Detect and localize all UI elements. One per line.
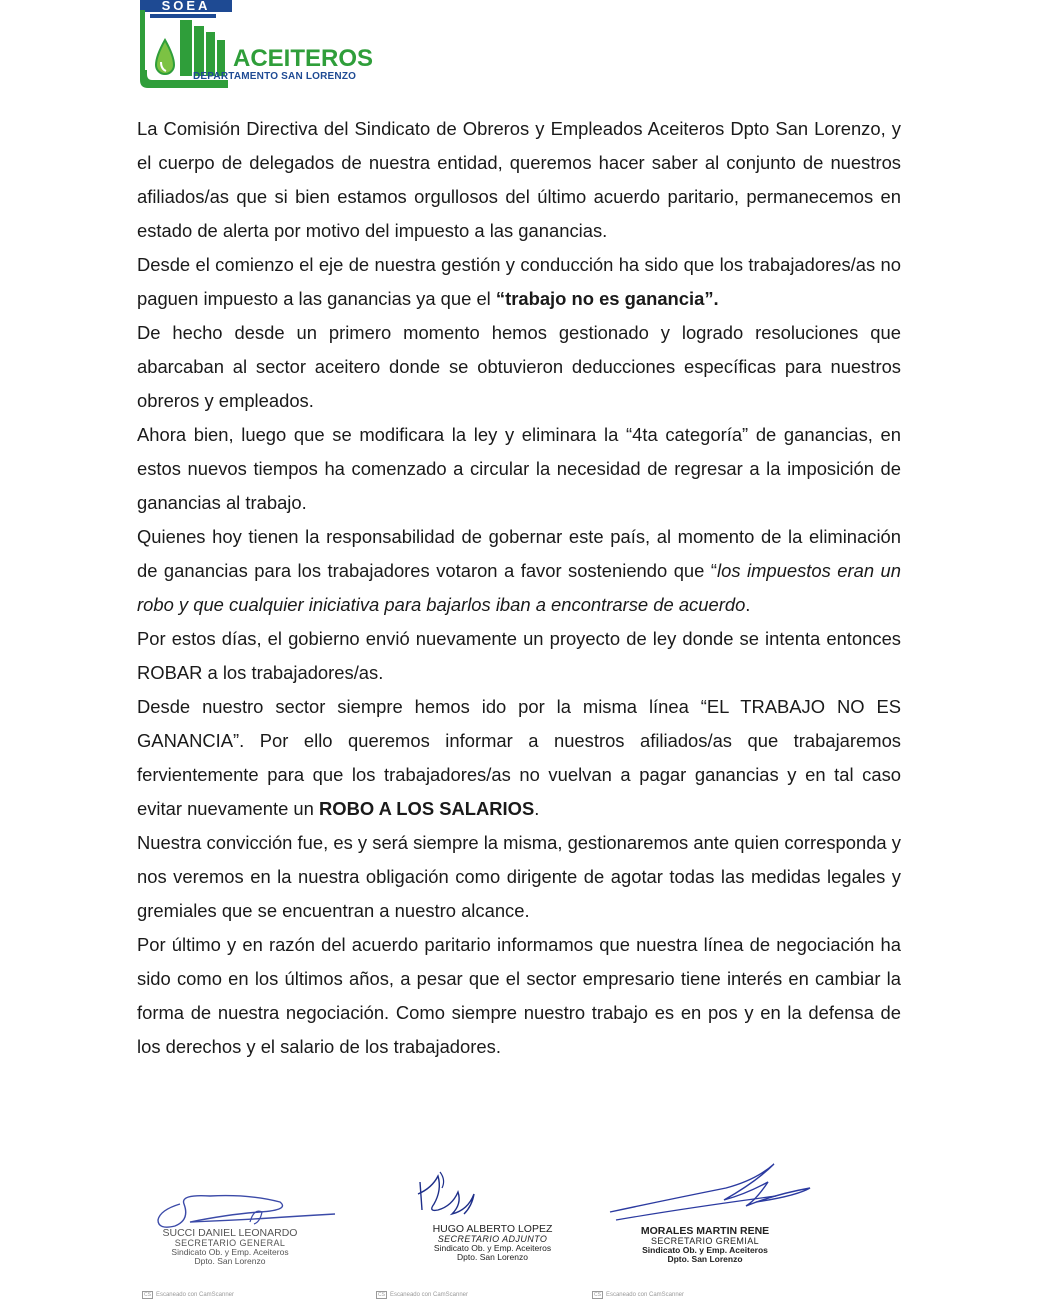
signatory-org: Sindicato Ob. y Emp. Aceiteros xyxy=(433,1243,552,1253)
paragraph-3: De hecho desde un primero momento hemos gestionado y logrado resoluciones que abarcaban al sector aceitero donde se obtuvieron deducciones específicas para nuestros obreros y empleados. xyxy=(137,322,901,411)
paragraph-5 xyxy=(137,520,901,622)
signature-scribble-2 xyxy=(412,1170,482,1222)
letter-body xyxy=(137,112,901,1064)
paragraph-7-end: . xyxy=(534,798,540,819)
paragraph-5-end: . xyxy=(745,594,751,615)
signatory-org: Sindicato Ob. y Emp. Aceiteros xyxy=(642,1245,768,1255)
signatory-dept: Dpto. San Lorenzo xyxy=(457,1252,528,1262)
paragraph-1: La Comisión Directiva del Sindicato de Obreros y Empleados Aceiteros Dpto San Lorenzo, y el cuerpo de delegados de nuestra entidad, queremos hacer saber al conjunto de nuestros afiliados/as que si bien estamos orgullosos del último acuerdo paritario, permanecemos en estado de alerta por motivo del impuesto a las ganancias. xyxy=(137,118,901,241)
scanner-watermark xyxy=(592,1291,684,1299)
signature-block-2 xyxy=(410,1224,575,1262)
signatory-name: MORALES MARTIN RENE xyxy=(640,1225,770,1237)
signatory-name: HUGO ALBERTO LOPEZ xyxy=(432,1223,553,1235)
signatory-role: SECRETARIO GREMIAL xyxy=(650,1236,760,1246)
paragraph-4: Ahora bien, luego que se modificara la ley y eliminara la “4ta categoría” de ganancias, en estos nuevos tiempos ha comenzado a circular la necesidad de regresar a la imposición de ganancias al trabajo. xyxy=(137,424,901,513)
paragraph-2-bold: “trabajo no es ganancia”. xyxy=(495,288,719,309)
signatory-role: SECRETARIO GENERAL xyxy=(174,1238,286,1248)
camscanner-icon: CS xyxy=(594,1292,601,1298)
logo-name: ACEITEROS xyxy=(233,45,374,72)
signature-block-1 xyxy=(150,1228,310,1266)
signatory-role: SECRETARIO ADJUNTO xyxy=(437,1234,548,1244)
paragraph-8: Nuestra convicción fue, es y será siempre la misma, gestionaremos ante quien corresponda y nos veremos en la nuestra obligación como dirigente de agotar todas las medidas legales y gremiales que se encuentran a nuestro alcance. xyxy=(137,832,901,921)
scanner-watermark xyxy=(142,1291,234,1299)
scanner-text: Escaneado con CamScanner xyxy=(389,1292,468,1298)
logo-subtitle: DEPARTAMENTO SAN LORENZO xyxy=(193,71,357,82)
camscanner-icon: CS xyxy=(144,1292,151,1298)
scanner-watermark xyxy=(376,1291,468,1299)
signatory-dept: Dpto. San Lorenzo xyxy=(194,1256,266,1266)
paragraph-2-text: Desde el comienzo el eje de nuestra gestión y conducción ha sido que los trabajadores/as no paguen impuesto a las ganancias ya que el xyxy=(137,254,901,309)
paragraph-7-bold: ROBO A LOS SALARIOS xyxy=(318,798,535,819)
paragraph-2 xyxy=(137,248,901,316)
paragraph-6: Por estos días, el gobierno envió nuevamente un proyecto de ley donde se intenta entonces ROBAR a los trabajadores/as. xyxy=(137,628,901,683)
signatory-dept: Dpto. San Lorenzo xyxy=(667,1254,743,1264)
union-logo xyxy=(138,0,374,90)
paragraph-7 xyxy=(137,690,901,826)
scanner-text: Escaneado con CamScanner xyxy=(605,1292,684,1298)
paragraph-9: Por último y en razón del acuerdo paritario informamos que nuestra línea de negociación ha sido como en los últimos años, a pesar que el sector empresario tiene interés en cambiar la forma de nuestra negociación. Como siempre nuestro trabajo es en pos y en la defensa de los derechos y el salario de los trabajadores. xyxy=(137,934,901,1057)
signatory-org: Sindicato Ob. y Emp. Aceiteros xyxy=(171,1247,289,1257)
signature-scribble-3 xyxy=(606,1160,816,1226)
paragraph-5-text: Quienes hoy tienen la responsabilidad de gobernar este país, al momento de la eliminación de ganancias para los trabajadores votaron a favor sosteniendo que “ xyxy=(137,526,901,581)
camscanner-icon: CS xyxy=(378,1292,385,1298)
signature-block-3 xyxy=(620,1226,790,1264)
logo-top-text: SOEA xyxy=(140,0,232,12)
signatory-name: SUCCI DANIEL LEONARDO xyxy=(162,1227,298,1239)
paragraph-5-italic: los impuestos eran un robo y que cualquier iniciativa para bajarlos iban a encontrarse de acuerdo xyxy=(137,560,901,615)
scanner-text: Escaneado con CamScanner xyxy=(155,1292,234,1298)
paragraph-7-text: Desde nuestro sector siempre hemos ido por la misma línea “EL TRABAJO NO ES GANANCIA”. Por ello queremos informar a nuestros afiliados/as que trabajaremos fervientemente para que los trabajadores/as no vuelvan a pagar ganancias y en tal caso evitar nuevamente un xyxy=(137,696,901,819)
